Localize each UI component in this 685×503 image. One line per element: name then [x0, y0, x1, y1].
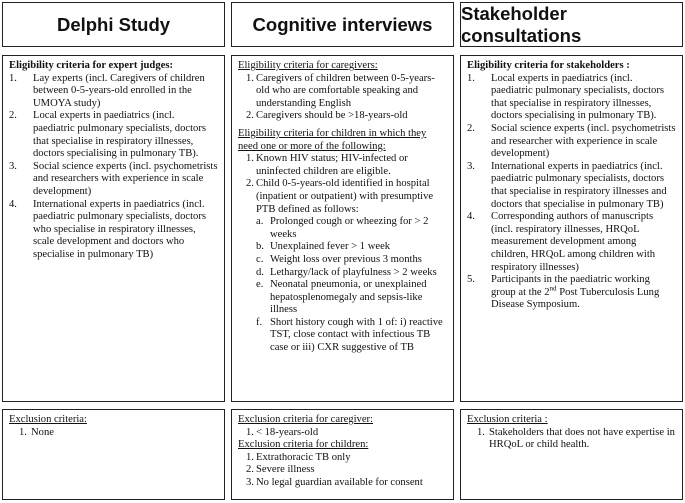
item-number: 1.: [246, 426, 254, 438]
list-item: [238, 452, 447, 465]
item-text: None: [31, 426, 54, 438]
item-text: Short history cough with 1 of: i) reactive TST, close contact with infectious TB case or iii) CXR suggestive of TB: [270, 316, 443, 354]
caregiver-exclusion-title: Exclusion criteria for caregiver:: [238, 414, 374, 425]
cognitive-eligibility-box: [231, 55, 454, 402]
item-text-continued: Post Tuberculosis Lung Disease Symposium.: [491, 286, 660, 311]
presumptive-ptb-sublist: [246, 216, 447, 355]
stakeholder-exclusion-list: [467, 427, 676, 452]
caregivers-eligibility-list: [238, 73, 447, 123]
item-number: 5.: [467, 274, 475, 286]
item-number: 3.: [246, 476, 254, 488]
list-item: [9, 161, 218, 199]
list-item: [238, 73, 447, 111]
item-number: 1.: [246, 153, 254, 165]
delphi-eligibility-title: Eligibility criteria for expert judges:: [9, 60, 173, 71]
list-item: [246, 241, 447, 254]
item-text: Caregivers should be >18-years-old: [256, 110, 408, 122]
item-letter: f.: [256, 316, 263, 328]
list-item: [246, 267, 447, 280]
list-item: [467, 274, 676, 312]
list-item: [246, 317, 447, 355]
delphi-exclusion-title: Exclusion criteria:: [9, 414, 87, 425]
item-text: Known HIV status; HIV-infected or uninfected children are eligible.: [256, 153, 408, 177]
item-number: 3.: [9, 160, 17, 172]
item-number: 4.: [467, 211, 475, 223]
item-text: Social science experts (incl. psychometrists and researchers with experience in scale development): [33, 160, 218, 197]
item-text: Lethargy/lack of playfulness > 2 weeks: [270, 266, 437, 278]
item-number: 4.: [9, 198, 17, 210]
item-text: Weight loss over previous 3 months: [270, 253, 422, 265]
item-text: Social science experts (incl. psychometrists and researcher with experience in scale development): [491, 122, 676, 160]
list-item: [246, 279, 447, 317]
item-text: Extrathoracic TB only: [256, 451, 351, 463]
list-item: [467, 427, 676, 452]
list-item: [238, 427, 447, 440]
stakeholder-eligibility-list: [467, 73, 676, 312]
item-text: Severe illness: [256, 464, 315, 476]
item-number: 2.: [246, 464, 254, 476]
cognitive-header: [231, 2, 454, 47]
stakeholder-exclusion-box: [460, 409, 683, 500]
list-item: [246, 254, 447, 267]
list-item: [238, 477, 447, 490]
item-number: 1.: [467, 72, 475, 84]
list-item: [9, 73, 218, 111]
caregivers-eligibility-title: Eligibility criteria for caregivers:: [238, 60, 378, 71]
delphi-eligibility-list: [9, 73, 218, 262]
item-letter: b.: [256, 241, 264, 253]
item-number: 2.: [9, 110, 17, 122]
item-number: 1.: [477, 426, 485, 438]
children-eligibility-title: Eligibility criteria for children in which they need one or more of the following:: [238, 127, 427, 152]
children-exclusion-list: [238, 452, 447, 490]
item-letter: a.: [256, 216, 264, 228]
item-text: < 18-years-old: [256, 426, 319, 438]
item-text: Corresponding authors of manuscripts (incl. respiratory illnesses, HRQoL measurement development among children, HRQoL among children with respiratory illnesses): [491, 211, 656, 273]
caregiver-exclusion-list: [238, 427, 447, 440]
stakeholder-eligibility-box: [460, 55, 683, 402]
list-item: [246, 216, 447, 241]
delphi-exclusion-list: [9, 427, 218, 440]
item-number: 1.: [19, 426, 27, 438]
item-text: Local experts in paediatrics (incl. paediatric pulmonary specialists, doctors that specialise in respiratory illnesses, doctors specialising in pulmonary TB).: [491, 72, 664, 122]
item-text: Unexplained fever > 1 week: [270, 241, 391, 253]
list-item: [238, 153, 447, 178]
item-text: Lay experts (incl. Caregivers of children between 0-5-years-old enrolled in the UMOYA study): [33, 72, 205, 109]
cognitive-header-title: Cognitive interviews: [252, 13, 433, 35]
item-number: 1.: [9, 72, 17, 84]
item-text: Participants in the paediatric working group at the 2: [491, 274, 650, 298]
stakeholder-header: [460, 2, 683, 47]
list-item: [467, 123, 676, 161]
list-item: [9, 110, 218, 160]
delphi-header-title: Delphi Study: [56, 13, 171, 35]
delphi-exclusion-box: [2, 409, 225, 500]
list-item: [9, 199, 218, 262]
delphi-header: [2, 2, 225, 47]
item-text: Prolonged cough or wheezing for > 2 weeks: [270, 216, 429, 240]
item-number: 2.: [246, 110, 254, 122]
item-text: Local experts in paediatrics (incl. paediatric pulmonary specialists, doctors that specialise in respiratory illnesses, doctors specialising in pulmonary TB).: [33, 110, 206, 160]
item-number: 1.: [246, 72, 254, 84]
item-letter: d.: [256, 266, 264, 278]
children-eligibility-list: [238, 153, 447, 355]
ordinal-superscript: nd: [549, 284, 557, 293]
item-number: 3.: [467, 160, 475, 172]
item-text: Caregivers of children between 0-5-years-old who are comfortable speaking and understanding English: [256, 72, 435, 109]
item-text: International experts in paediatrics (incl. paediatric pulmonary specialists, doctors that specialise in respiratory illnesses and doctors that specialise in pulmonary TB): [491, 160, 667, 210]
cognitive-exclusion-box: [231, 409, 454, 500]
list-item: [467, 73, 676, 123]
item-number: 2.: [246, 178, 254, 190]
list-item: [467, 211, 676, 274]
list-item: [238, 464, 447, 477]
children-exclusion-title: Exclusion criteria for children:: [238, 439, 369, 451]
item-text: Child 0-5-years-old identified in hospital (inpatient or outpatient) with presumptive PTB defined as follows:: [256, 178, 434, 215]
list-item: [467, 161, 676, 211]
delphi-eligibility-box: [2, 55, 225, 402]
item-text: Neonatal pneumonia, or unexplained hepatosplenomegaly and sepsis-like illness: [270, 279, 427, 316]
item-number: 2.: [467, 122, 475, 134]
stakeholder-exclusion-title: Exclusion criteria :: [467, 414, 548, 425]
item-number: 1.: [246, 451, 254, 463]
stakeholder-eligibility-title: Eligibility criteria for stakeholders :: [467, 60, 630, 71]
list-item: [238, 110, 447, 123]
item-letter: e.: [256, 279, 264, 291]
item-text: No legal guardian available for consent: [256, 476, 423, 488]
item-text: Stakeholders that does not have expertise in HRQoL or child health.: [489, 426, 675, 451]
item-letter: c.: [256, 253, 264, 265]
list-item: [9, 427, 218, 440]
list-item: [238, 178, 447, 354]
item-text: International experts in paediatrics (incl. paediatric pulmonary specialists, doctors who specialise in respiratory illnesses, scale development and doctors who specialise in pulmonary TB): [33, 198, 206, 260]
stakeholder-header-title: Stakeholder consultations: [461, 2, 582, 46]
